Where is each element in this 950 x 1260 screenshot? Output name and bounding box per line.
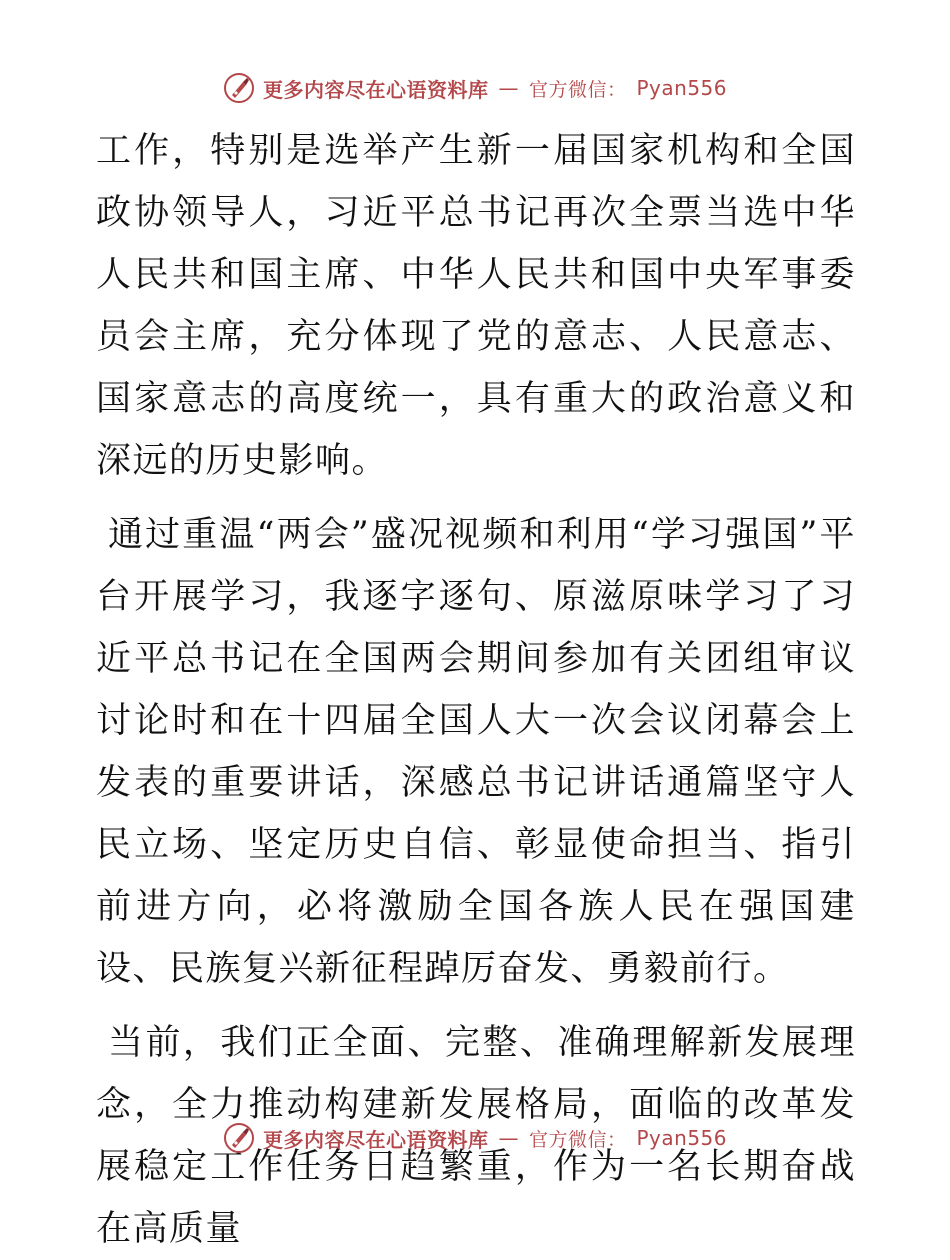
paragraph-1: 工作，特别是选举产生新一届国家机构和全国政协领导人，习近平总书记再次全票当选中华人民共和国主席、中华人民共和国中央军事委员会主席，充分体现了党的意志、人民意志、国家意志的高度统一，具有重大的政治意义和深远的历史影响。: [96, 131, 856, 481]
watermark-main-text: 更多内容尽在心语资料库: [262, 1127, 489, 1152]
pen-nib-icon: [223, 1122, 255, 1154]
paragraph-2: 通过重温“两会”盛况视频和利用“学习强国”平台开展学习，我逐字逐句、原滋原味学习了习近平总书记在全国两会期间参加有关团组审议讨论时和在十四届全国人大一次会议闭幕会上发表的重要讲话，深感总书记讲话通篇坚守人民立场、坚定历史自信、彰显使命担当、指引前进方向，必将激励全国各族人民在强国建设、民族复兴新征程踔厉奋发、勇毅前行。: [96, 515, 856, 989]
pen-nib-icon: [223, 72, 255, 104]
watermark-main-text: 更多内容尽在心语资料库: [262, 77, 489, 102]
watermark-footer: [0, 1122, 950, 1154]
watermark-dash: —: [498, 1126, 519, 1150]
document-body: [96, 120, 856, 1260]
watermark-id: Pyan556: [636, 76, 728, 100]
watermark-label: 官方微信：: [528, 78, 627, 101]
watermark-label: 官方微信：: [528, 1128, 627, 1151]
watermark-dash: —: [498, 76, 519, 100]
paragraph-3: 当前，我们正全面、完整、准确理解新发展理念，全力推动构建新发展格局，面临的改革发展稳定工作任务日趋繁重，作为一名长期奋战在高质量: [96, 1023, 856, 1249]
watermark-header: [0, 72, 950, 104]
watermark-id: Pyan556: [636, 1126, 728, 1150]
